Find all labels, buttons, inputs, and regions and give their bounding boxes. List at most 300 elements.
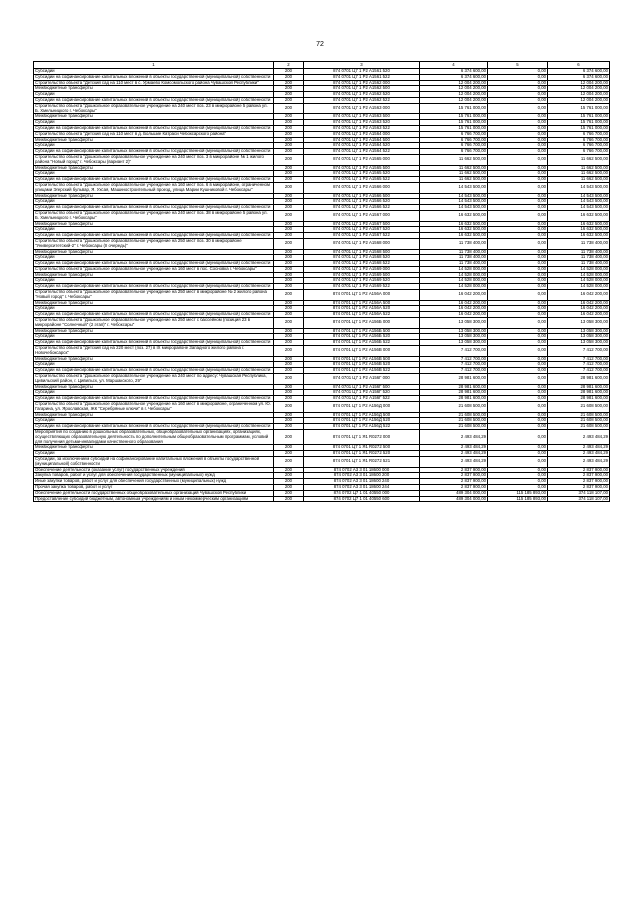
- row-change-cell: 0,00: [488, 221, 548, 227]
- row-code-cell: 200: [274, 362, 304, 368]
- row-change-cell: 0,00: [488, 278, 548, 284]
- row-code-cell: 200: [274, 346, 304, 357]
- row-name-cell: Межбюджетные трансферты: [34, 272, 274, 278]
- row-amount-cell: 12 004 200,00: [420, 92, 488, 98]
- row-name-cell: Межбюджетные трансферты: [34, 165, 274, 171]
- row-name-cell: Межбюджетные трансферты: [34, 300, 274, 306]
- row-name-cell: Строительство объекта "Дошкольное образовательное учреждение на 240 мест поз. 3 в микрорайоне № 1 жилого района "Новый город" г. Чебоксары (вариант 2)": [34, 154, 274, 165]
- row-change-cell: 0,00: [488, 227, 548, 233]
- row-total-cell: 2 837 900,00: [548, 467, 610, 473]
- row-code-cell: 200: [274, 165, 304, 171]
- header-col-1: 1: [34, 62, 274, 69]
- row-name-cell: Субсидии: [34, 451, 274, 457]
- row-code-cell: 200: [274, 103, 304, 114]
- row-total-cell: 21 608 500,00: [548, 418, 610, 424]
- row-total-cell: 16 632 500,00: [548, 227, 610, 233]
- row-kbk-cell: 874 0701 Ц7 1 P2 А1569 000: [304, 266, 420, 272]
- row-kbk-cell: 874 0701 Ц7 1 P2 А1562 000: [304, 80, 420, 86]
- row-total-cell: 15 761 000,00: [548, 125, 610, 131]
- row-code-cell: 200: [274, 210, 304, 221]
- row-kbk-cell: 874 0701 Ц7 1 P2 А1563 520: [304, 120, 420, 126]
- row-code-cell: 200: [274, 402, 304, 413]
- row-code-cell: 200: [274, 221, 304, 227]
- row-amount-cell: 12 004 200,00: [420, 80, 488, 86]
- row-change-cell: 0,00: [488, 318, 548, 329]
- row-change-cell: 0,00: [488, 328, 548, 334]
- row-kbk-cell: 874 0701 Ц7 1 P2 А1568 000: [304, 238, 420, 249]
- row-code-cell: 200: [274, 390, 304, 396]
- row-code-cell: 200: [274, 182, 304, 193]
- row-name-cell: Межбюджетные трансферты: [34, 114, 274, 120]
- row-amount-cell: 11 662 500,00: [420, 177, 488, 183]
- row-change-cell: 0,00: [488, 154, 548, 165]
- row-kbk-cell: 874 0701 Ц7 1 P2 А1562 522: [304, 97, 420, 103]
- row-amount-cell: 2 837 900,00: [420, 467, 488, 473]
- row-kbk-cell: 874 0701 Ц7 1 P2 А1565 000: [304, 154, 420, 165]
- row-amount-cell: 2 837 900,00: [420, 479, 488, 485]
- row-code-cell: 200: [274, 97, 304, 103]
- row-code-cell: 200: [274, 154, 304, 165]
- row-kbk-cell: 874 0701 Ц7 1 P2 А1564 522: [304, 149, 420, 155]
- row-kbk-cell: 874 0702 А3 3 01 18600 200: [304, 473, 420, 479]
- row-total-cell: 7 412 700,00: [548, 346, 610, 357]
- row-total-cell: 6 766 700,00: [548, 149, 610, 155]
- row-kbk-cell: 874 0702 Ц7 1 01 40550 000: [304, 490, 420, 496]
- row-total-cell: 11 738 400,00: [548, 255, 610, 261]
- row-kbk-cell: 874 0701 Ц7 1 P2 А1567 000: [304, 210, 420, 221]
- row-total-cell: 28 981 600,00: [548, 374, 610, 385]
- header-col-5: 5: [488, 62, 548, 69]
- row-code-cell: 200: [274, 80, 304, 86]
- row-total-cell: 14 528 000,00: [548, 272, 610, 278]
- row-amount-cell: 16 632 500,00: [420, 221, 488, 227]
- row-amount-cell: 489 304 000,00: [420, 490, 488, 496]
- row-amount-cell: 11 738 400,00: [420, 249, 488, 255]
- row-total-cell: 12 004 200,00: [548, 97, 610, 103]
- row-name-cell: Субсидии: [34, 418, 274, 424]
- row-change-cell: 0,00: [488, 103, 548, 114]
- row-kbk-cell: 874 0701 Ц7 1 P2 А1563 522: [304, 125, 420, 131]
- row-kbk-cell: 874 0701 Ц7 1 P2 А1569 520: [304, 278, 420, 284]
- row-amount-cell: 13 058 300,00: [420, 328, 488, 334]
- row-total-cell: 6 374 600,00: [548, 74, 610, 80]
- row-amount-cell: 12 004 200,00: [420, 97, 488, 103]
- row-total-cell: 13 058 300,00: [548, 340, 610, 346]
- row-amount-cell: 14 543 500,00: [420, 193, 488, 199]
- header-col-2: 2: [274, 62, 304, 69]
- row-kbk-cell: 874 0701 Ц7 1 P2 А1566 520: [304, 199, 420, 205]
- row-code-cell: 200: [274, 424, 304, 430]
- row-code-cell: 200: [274, 278, 304, 284]
- row-kbk-cell: 874 0701 Ц7 1 P2 А1569 522: [304, 284, 420, 290]
- row-kbk-cell: 874 0701 Ц7 1 P2 А1566 522: [304, 205, 420, 211]
- header-col-6: 6: [548, 62, 610, 69]
- row-name-cell: Субсидии на софинансирование капитальных вложений в объекты государственной (муниципальной) собственности: [34, 396, 274, 402]
- row-code-cell: 200: [274, 430, 304, 445]
- row-change-cell: 0,00: [488, 384, 548, 390]
- row-kbk-cell: 874 0701 Ц7 1 Я1 R0272 500: [304, 445, 420, 451]
- row-change-cell: 0,00: [488, 255, 548, 261]
- row-kbk-cell: 874 0701 Ц7 1 P2 А1569 500: [304, 272, 420, 278]
- row-kbk-cell: 874 0701 Ц7 1 P2 А156Г 000: [304, 374, 420, 385]
- row-change-cell: 0,00: [488, 171, 548, 177]
- row-kbk-cell: 874 0701 Ц7 1 P2 А1562 520: [304, 92, 420, 98]
- row-change-cell: 0,00: [488, 445, 548, 451]
- row-amount-cell: 16 042 200,00: [420, 290, 488, 301]
- row-kbk-cell: 874 0701 Ц7 1 P2 А156А 520: [304, 306, 420, 312]
- row-name-cell: Субсидии на софинансирование капитальных вложений в объекты государственной (муниципальной) собственности: [34, 97, 274, 103]
- row-kbk-cell: 874 0701 Ц7 1 P2 А1568 522: [304, 261, 420, 267]
- row-name-cell: Субсидии на софинансирование капитальных вложений в объекты государственной (муниципальной) собственности: [34, 233, 274, 239]
- row-change-cell: 0,00: [488, 233, 548, 239]
- row-amount-cell: 15 761 000,00: [420, 120, 488, 126]
- row-total-cell: 16 632 500,00: [548, 233, 610, 239]
- row-total-cell: 374 118 107,00: [548, 490, 610, 496]
- row-change-cell: 0,00: [488, 334, 548, 340]
- row-kbk-cell: 874 0701 Ц7 1 P2 А1568 520: [304, 255, 420, 261]
- row-total-cell: 7 412 700,00: [548, 362, 610, 368]
- row-amount-cell: 14 543 500,00: [420, 199, 488, 205]
- row-total-cell: 2 837 900,00: [548, 479, 610, 485]
- row-amount-cell: 21 608 500,00: [420, 424, 488, 430]
- row-total-cell: 6 766 700,00: [548, 137, 610, 143]
- row-name-cell: Мероприятия по созданию в дошкольных образовательных, общеобразовательных организациях, организациях, осуществляющих образовательную деятельность по дополнительным общеобразовательным программам, условий для получения детьми-инвалидами качественного образования: [34, 430, 274, 445]
- row-total-cell: 15 761 000,00: [548, 114, 610, 120]
- row-total-cell: 28 981 600,00: [548, 396, 610, 402]
- row-code-cell: 200: [274, 143, 304, 149]
- row-change-cell: 0,00: [488, 97, 548, 103]
- row-name-cell: Предоставление субсидий бюджетным, автономным учреждениям и иным некоммерческим организациям: [34, 496, 274, 502]
- row-code-cell: 200: [274, 384, 304, 390]
- row-name-cell: Субсидии, за исключением субсидий на софинансирование капитальных вложений в объекты государственной (муниципальной) собственности: [34, 456, 274, 467]
- row-amount-cell: 2 837 900,00: [420, 484, 488, 490]
- row-kbk-cell: 874 0701 Ц7 1 P2 А1564 520: [304, 143, 420, 149]
- row-change-cell: 0,00: [488, 430, 548, 445]
- row-total-cell: 7 412 700,00: [548, 356, 610, 362]
- row-name-cell: Субсидии: [34, 227, 274, 233]
- row-change-cell: 0,00: [488, 484, 548, 490]
- row-amount-cell: 11 738 400,00: [420, 261, 488, 267]
- table-row: [34, 346, 610, 357]
- row-code-cell: 200: [274, 479, 304, 485]
- row-change-cell: 0,00: [488, 143, 548, 149]
- row-amount-cell: 11 738 400,00: [420, 255, 488, 261]
- row-name-cell: Межбюджетные трансферты: [34, 328, 274, 334]
- row-code-cell: 200: [274, 238, 304, 249]
- row-change-cell: 0,00: [488, 92, 548, 98]
- row-amount-cell: 14 543 500,00: [420, 205, 488, 211]
- row-code-cell: 200: [274, 171, 304, 177]
- row-code-cell: 200: [274, 249, 304, 255]
- row-total-cell: 12 004 200,00: [548, 92, 610, 98]
- row-name-cell: Субсидии: [34, 278, 274, 284]
- row-change-cell: 0,00: [488, 131, 548, 137]
- row-total-cell: 11 738 400,00: [548, 249, 610, 255]
- row-code-cell: 200: [274, 227, 304, 233]
- row-name-cell: Строительство объекта "Дошкольное образовательное учреждение на 160 мест в микрорайоне, ограниченном ул. Ю. Гагарина, ул. Ярославская, ЖК "Серебряные ключи" в г. Чебоксары": [34, 402, 274, 413]
- row-change-cell: 0,00: [488, 290, 548, 301]
- row-total-cell: 14 528 000,00: [548, 284, 610, 290]
- table-row: [34, 290, 610, 301]
- row-name-cell: Субсидии на софинансирование капитальных вложений в объекты государственной (муниципальной) собственности: [34, 312, 274, 318]
- row-kbk-cell: 874 0701 Ц7 1 P2 А156Б 500: [304, 328, 420, 334]
- row-code-cell: 200: [274, 290, 304, 301]
- row-name-cell: Межбюджетные трансферты: [34, 221, 274, 227]
- row-total-cell: 11 738 400,00: [548, 261, 610, 267]
- row-kbk-cell: 874 0701 Ц7 1 P2 А156Б 520: [304, 334, 420, 340]
- table-row: [34, 154, 610, 165]
- row-amount-cell: 15 761 000,00: [420, 125, 488, 131]
- row-kbk-cell: 874 0702 А3 3 01 18600 000: [304, 467, 420, 473]
- table-row: [34, 318, 610, 329]
- row-change-cell: 0,00: [488, 80, 548, 86]
- row-change-cell: 0,00: [488, 249, 548, 255]
- row-amount-cell: 6 374 600,00: [420, 74, 488, 80]
- row-name-cell: Субсидии на софинансирование капитальных вложений в объекты государственной (муниципальной) собственности: [34, 424, 274, 430]
- row-kbk-cell: 874 0701 Ц7 1 P2 А156Б 522: [304, 340, 420, 346]
- row-kbk-cell: 874 0701 Ц7 1 P2 А1568 500: [304, 249, 420, 255]
- row-total-cell: 28 981 600,00: [548, 384, 610, 390]
- row-total-cell: 14 543 500,00: [548, 182, 610, 193]
- row-change-cell: 0,00: [488, 74, 548, 80]
- row-amount-cell: 2 493 484,29: [420, 445, 488, 451]
- row-change-cell: 115 185 893,00: [488, 490, 548, 496]
- row-name-cell: Обеспечение деятельности (оказание услуг) государственных учреждений: [34, 467, 274, 473]
- row-change-cell: 0,00: [488, 261, 548, 267]
- row-kbk-cell: 874 0701 Ц7 1 P2 А1565 520: [304, 171, 420, 177]
- row-kbk-cell: 874 0702 А3 3 01 18600 240: [304, 479, 420, 485]
- row-code-cell: 200: [274, 266, 304, 272]
- row-name-cell: Строительство объекта "Дошкольное образовательное учреждение на 240 мест поз. 23 в микрорайоне 5 района ул. Б. Хмельницкого г. Чебоксары": [34, 103, 274, 114]
- row-kbk-cell: 874 0702 Ц7 1 01 40550 600: [304, 496, 420, 502]
- row-amount-cell: 7 412 700,00: [420, 362, 488, 368]
- row-change-cell: 0,00: [488, 125, 548, 131]
- row-total-cell: 21 608 500,00: [548, 412, 610, 418]
- budget-table: [33, 61, 610, 502]
- row-kbk-cell: 874 0701 Ц7 1 Я1 R0272 520: [304, 451, 420, 457]
- row-total-cell: 16 042 200,00: [548, 290, 610, 301]
- row-total-cell: 2 837 900,00: [548, 484, 610, 490]
- row-code-cell: 200: [274, 193, 304, 199]
- row-name-cell: Межбюджетные трансферты: [34, 249, 274, 255]
- row-kbk-cell: 874 0701 Ц7 1 P2 А1563 500: [304, 114, 420, 120]
- row-total-cell: 374 118 107,00: [548, 496, 610, 502]
- row-name-cell: Прочая закупка товаров, работ и услуг: [34, 484, 274, 490]
- row-name-cell: Субсидии: [34, 69, 274, 75]
- row-code-cell: 200: [274, 496, 304, 502]
- row-name-cell: Субсидии: [34, 390, 274, 396]
- row-amount-cell: 2 493 484,29: [420, 456, 488, 467]
- row-name-cell: Субсидии на софинансирование капитальных вложений в объекты государственной (муниципальной) собственности: [34, 368, 274, 374]
- row-change-cell: 0,00: [488, 396, 548, 402]
- table-row: [34, 456, 610, 467]
- row-total-cell: 12 004 200,00: [548, 86, 610, 92]
- row-change-cell: 0,00: [488, 412, 548, 418]
- row-kbk-cell: 874 0701 Ц7 1 P2 А1565 500: [304, 165, 420, 171]
- header-col-3: 3: [304, 62, 420, 69]
- row-amount-cell: 14 528 000,00: [420, 266, 488, 272]
- row-total-cell: 21 608 500,00: [548, 402, 610, 413]
- row-change-cell: 0,00: [488, 177, 548, 183]
- row-kbk-cell: 874 0701 Ц7 1 P2 А1561 522: [304, 74, 420, 80]
- row-change-cell: 0,00: [488, 368, 548, 374]
- row-name-cell: Строительство объекта "Детский сад на 220 мест (поз. 27) в IX микрорайоне Западного жилого района г. Новочебоксарск": [34, 346, 274, 357]
- row-kbk-cell: 874 0701 Ц7 1 P2 А156А 500: [304, 300, 420, 306]
- row-name-cell: Межбюджетные трансферты: [34, 412, 274, 418]
- row-name-cell: Субсидии: [34, 334, 274, 340]
- row-code-cell: 200: [274, 412, 304, 418]
- row-amount-cell: 6 766 700,00: [420, 143, 488, 149]
- row-change-cell: 0,00: [488, 312, 548, 318]
- row-total-cell: 11 662 500,00: [548, 177, 610, 183]
- row-total-cell: 13 058 300,00: [548, 334, 610, 340]
- row-change-cell: 0,00: [488, 137, 548, 143]
- row-change-cell: 0,00: [488, 456, 548, 467]
- row-code-cell: 200: [274, 261, 304, 267]
- row-amount-cell: 6 766 700,00: [420, 137, 488, 143]
- row-amount-cell: 16 042 200,00: [420, 300, 488, 306]
- row-code-cell: 200: [274, 149, 304, 155]
- row-name-cell: Строительство объекта "Детский сад на 110 мест в д. Большие Катраси Чебоксарского района": [34, 131, 274, 137]
- table-row: [34, 374, 610, 385]
- row-amount-cell: 489 304 000,00: [420, 496, 488, 502]
- row-total-cell: 11 662 500,00: [548, 154, 610, 165]
- row-amount-cell: 6 374 600,00: [420, 69, 488, 75]
- row-code-cell: 200: [274, 473, 304, 479]
- row-kbk-cell: 874 0701 Ц7 1 P2 А156Б 000: [304, 318, 420, 329]
- row-name-cell: Субсидии: [34, 199, 274, 205]
- row-amount-cell: 15 761 000,00: [420, 103, 488, 114]
- row-total-cell: 14 543 500,00: [548, 205, 610, 211]
- row-change-cell: 0,00: [488, 402, 548, 413]
- row-total-cell: 16 042 200,00: [548, 300, 610, 306]
- row-total-cell: 14 528 000,00: [548, 278, 610, 284]
- row-change-cell: 0,00: [488, 284, 548, 290]
- row-name-cell: Субсидии на софинансирование капитальных вложений в объекты государственной (муниципальной) собственности: [34, 177, 274, 183]
- table-row: [34, 103, 610, 114]
- row-code-cell: 200: [274, 356, 304, 362]
- row-code-cell: 200: [274, 125, 304, 131]
- row-kbk-cell: 874 0701 Ц7 1 P2 А156А 000: [304, 290, 420, 301]
- row-change-cell: 0,00: [488, 69, 548, 75]
- row-total-cell: 11 662 500,00: [548, 171, 610, 177]
- row-name-cell: Субсидии на софинансирование капитальных вложений в объекты государственной (муниципальной) собственности: [34, 261, 274, 267]
- row-change-cell: 0,00: [488, 86, 548, 92]
- row-amount-cell: 21 608 500,00: [420, 418, 488, 424]
- row-total-cell: 11 662 500,00: [548, 165, 610, 171]
- row-name-cell: Строительство объекта "Дошкольное образовательное учреждение на 250 мест с бассейном (позиция 23 в микрорайоне "Солнечный" (2 этап)" г. Чебоксары": [34, 318, 274, 329]
- row-code-cell: 200: [274, 233, 304, 239]
- row-name-cell: Субсидии: [34, 171, 274, 177]
- row-kbk-cell: 874 0701 Ц7 1 P2 А1566 000: [304, 182, 420, 193]
- row-amount-cell: 2 493 484,29: [420, 430, 488, 445]
- row-amount-cell: 14 543 500,00: [420, 182, 488, 193]
- row-total-cell: 2 493 484,29: [548, 451, 610, 457]
- row-name-cell: Субсидии: [34, 92, 274, 98]
- row-code-cell: 200: [274, 340, 304, 346]
- row-kbk-cell: 874 0701 Ц7 1 P2 А156Г 520: [304, 390, 420, 396]
- row-code-cell: 200: [274, 368, 304, 374]
- row-code-cell: 200: [274, 328, 304, 334]
- row-change-cell: 0,00: [488, 362, 548, 368]
- row-total-cell: 2 493 484,29: [548, 430, 610, 445]
- row-code-cell: 200: [274, 255, 304, 261]
- row-change-cell: 0,00: [488, 210, 548, 221]
- row-name-cell: Иные закупки товаров, работ и услуг для обеспечения государственных (муниципальных) нужд: [34, 479, 274, 485]
- row-total-cell: 7 412 700,00: [548, 368, 610, 374]
- row-total-cell: 16 632 500,00: [548, 210, 610, 221]
- row-total-cell: 16 632 500,00: [548, 221, 610, 227]
- row-amount-cell: 11 662 500,00: [420, 165, 488, 171]
- row-kbk-cell: 874 0701 Ц7 1 P2 А156В 520: [304, 362, 420, 368]
- row-name-cell: Строительство объекта "Детский сад на 110 мест в с. Урмаево Комсомольского района Чувашской Республики": [34, 80, 274, 86]
- row-total-cell: 16 042 200,00: [548, 312, 610, 318]
- row-total-cell: 2 493 484,29: [548, 445, 610, 451]
- row-amount-cell: 28 981 600,00: [420, 390, 488, 396]
- row-kbk-cell: 874 0701 Ц7 1 P2 А156А 522: [304, 312, 420, 318]
- row-change-cell: 0,00: [488, 306, 548, 312]
- row-total-cell: 14 543 500,00: [548, 199, 610, 205]
- row-kbk-cell: 874 0701 Ц7 1 P2 А1563 000: [304, 103, 420, 114]
- row-amount-cell: 6 766 700,00: [420, 149, 488, 155]
- row-name-cell: Субсидии: [34, 306, 274, 312]
- row-code-cell: 200: [274, 334, 304, 340]
- row-change-cell: 0,00: [488, 193, 548, 199]
- row-total-cell: 14 528 000,00: [548, 266, 610, 272]
- row-amount-cell: 6 766 700,00: [420, 131, 488, 137]
- row-amount-cell: 7 412 700,00: [420, 346, 488, 357]
- row-code-cell: 200: [274, 312, 304, 318]
- row-code-cell: 200: [274, 205, 304, 211]
- row-amount-cell: 16 632 500,00: [420, 233, 488, 239]
- row-code-cell: 200: [274, 456, 304, 467]
- row-total-cell: 2 493 484,29: [548, 456, 610, 467]
- row-kbk-cell: 874 0701 Ц7 1 P2 А156Д 520: [304, 418, 420, 424]
- row-amount-cell: 11 662 500,00: [420, 171, 488, 177]
- row-amount-cell: 11 738 400,00: [420, 238, 488, 249]
- row-change-cell: 0,00: [488, 467, 548, 473]
- row-code-cell: 200: [274, 467, 304, 473]
- row-change-cell: 0,00: [488, 346, 548, 357]
- row-name-cell: Субсидии на софинансирование капитальных вложений в объекты государственной (муниципальной) собственности: [34, 340, 274, 346]
- row-amount-cell: 14 528 000,00: [420, 284, 488, 290]
- row-name-cell: Межбюджетные трансферты: [34, 445, 274, 451]
- row-kbk-cell: 874 0701 Ц7 1 P2 А1566 500: [304, 193, 420, 199]
- row-name-cell: Межбюджетные трансферты: [34, 86, 274, 92]
- row-total-cell: 16 042 200,00: [548, 306, 610, 312]
- row-kbk-cell: 874 0701 Ц7 1 P2 А156Д 000: [304, 402, 420, 413]
- row-code-cell: 200: [274, 177, 304, 183]
- row-kbk-cell: 874 0701 Ц7 1 P2 А1564 500: [304, 137, 420, 143]
- row-change-cell: 115 185 893,00: [488, 496, 548, 502]
- table-row: [34, 238, 610, 249]
- row-name-cell: Субсидии: [34, 362, 274, 368]
- row-name-cell: Межбюджетные трансферты: [34, 193, 274, 199]
- row-code-cell: 200: [274, 120, 304, 126]
- row-total-cell: 14 543 500,00: [548, 193, 610, 199]
- row-kbk-cell: 874 0701 Ц7 1 P2 А1567 500: [304, 221, 420, 227]
- row-kbk-cell: 874 0701 Ц7 1 Я1 R0272 000: [304, 430, 420, 445]
- row-amount-cell: 21 608 500,00: [420, 412, 488, 418]
- row-total-cell: 28 981 600,00: [548, 390, 610, 396]
- row-change-cell: 0,00: [488, 479, 548, 485]
- row-name-cell: Строительство объекта "Дошкольное образовательное учреждение на 160 мест поз. 6 в микрорайоне, ограниченном улицами Эгерский бульвар, Я. Ухсая, Машиностроительный проезд, улица Марии Кушниковой г. Чебоксары": [34, 182, 274, 193]
- row-name-cell: Субсидии: [34, 120, 274, 126]
- row-total-cell: 21 608 500,00: [548, 424, 610, 430]
- row-name-cell: Субсидии на софинансирование капитальных вложений в объекты государственной (муниципальной) собственности: [34, 74, 274, 80]
- table-row: [34, 182, 610, 193]
- row-total-cell: 12 004 200,00: [548, 80, 610, 86]
